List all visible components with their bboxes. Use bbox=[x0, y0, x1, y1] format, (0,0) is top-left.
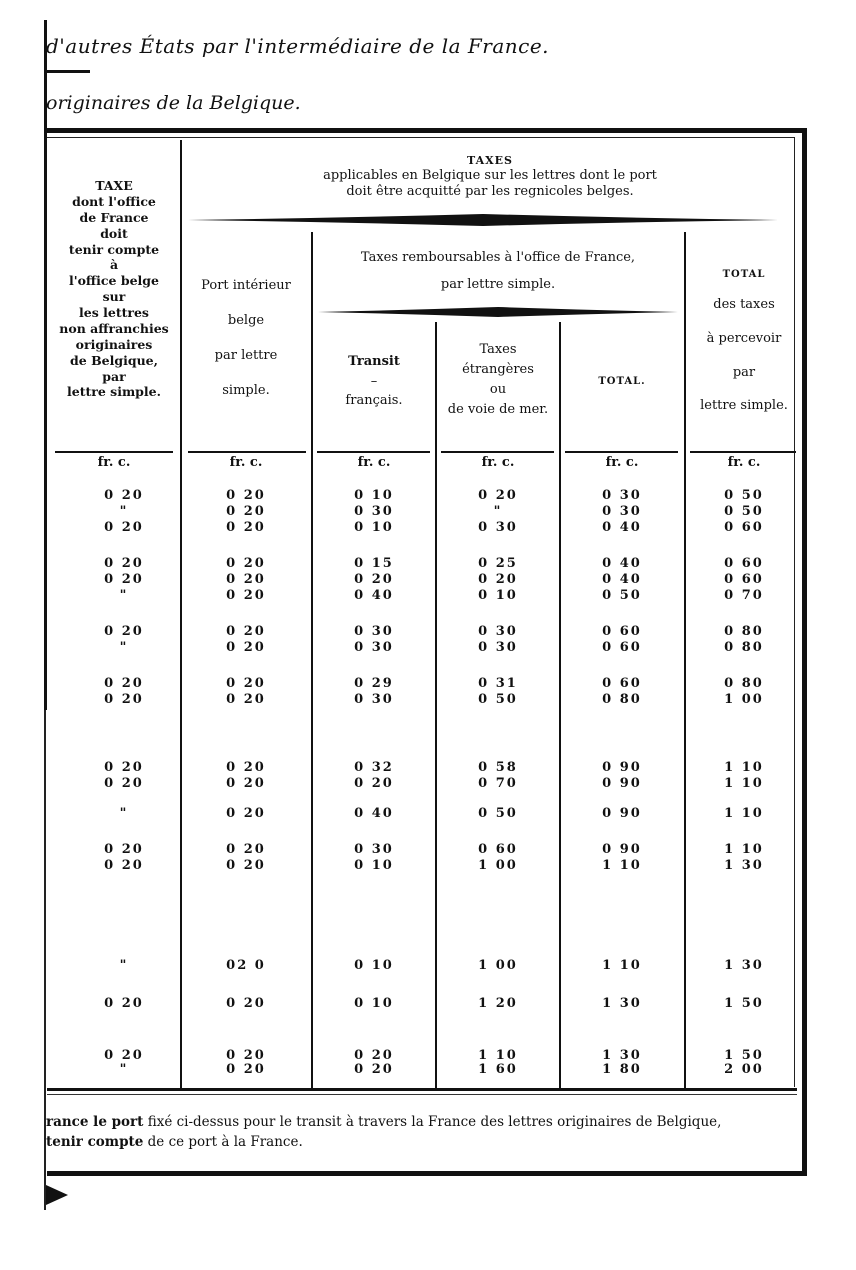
col1-header-line: originaires bbox=[75, 336, 153, 352]
table-cell-c6: 0 80 bbox=[724, 676, 764, 691]
col1-header-line: les lettres bbox=[79, 305, 149, 320]
table-cell-c2: 0 20 bbox=[226, 588, 266, 603]
col1-header-line: TAXE bbox=[95, 178, 133, 193]
table-cell-c2: 0 20 bbox=[226, 556, 266, 571]
table-cell-c3: 0 10 bbox=[354, 858, 394, 873]
table-cell-c2: 0 20 bbox=[226, 640, 266, 655]
table-cell-c4: 0 30 bbox=[478, 624, 518, 639]
table-bottom-rule bbox=[47, 1088, 797, 1091]
table-cell-c2: 0 20 bbox=[226, 858, 266, 873]
table-cell-c3: 0 20 bbox=[354, 572, 394, 587]
units-label: fr. c. bbox=[97, 455, 131, 470]
table-cell-c5: 0 90 bbox=[602, 760, 642, 775]
subgroup-header bbox=[313, 244, 683, 299]
table-cell-c3: 0 20 bbox=[354, 1062, 394, 1077]
table-cell-c1: 0 20 bbox=[104, 488, 144, 503]
table-cell-c3: 0 30 bbox=[354, 692, 394, 707]
table-cell-c1: 0 20 bbox=[104, 760, 144, 775]
col5-header: TOTAL. bbox=[598, 376, 646, 387]
table-cell-c5: 1 10 bbox=[602, 958, 642, 973]
table-cell-c2: 0 20 bbox=[226, 488, 266, 503]
footnote-line-2 bbox=[46, 1133, 721, 1153]
col1-header-line: de Belgique, bbox=[70, 352, 158, 368]
col6-header-line: des taxes bbox=[713, 297, 775, 312]
col2-header bbox=[182, 268, 310, 408]
table-cell-c5: 0 60 bbox=[602, 676, 642, 691]
col6-header-line: lettre simple. bbox=[700, 398, 788, 414]
table-cell-c4: 1 10 bbox=[478, 1048, 518, 1063]
table-cell-c2: 0 20 bbox=[226, 760, 266, 775]
table-cell-c5: 0 90 bbox=[602, 842, 642, 857]
table-cell-c6: 1 10 bbox=[724, 776, 764, 791]
table-cell-c3: 0 30 bbox=[354, 504, 394, 519]
col2-header-line: par lettre bbox=[214, 348, 278, 364]
table-cell-c3: 0 20 bbox=[354, 776, 394, 791]
table-cell-c3: 0 30 bbox=[354, 624, 394, 639]
table-cell-c4: 0 50 bbox=[478, 806, 518, 821]
col1-header-line: à bbox=[109, 257, 119, 273]
col1-header-line: l'office belge bbox=[69, 273, 159, 289]
table-cell-c3: 0 10 bbox=[354, 488, 394, 503]
table-cell-c4: 0 30 bbox=[478, 520, 518, 535]
group-header bbox=[290, 154, 690, 200]
col1-header-line: doit bbox=[100, 225, 128, 241]
table-cell-c2: 0 20 bbox=[226, 676, 266, 691]
table-cell-c2: 0 20 bbox=[226, 692, 266, 707]
table-cell-c4: 1 20 bbox=[478, 996, 518, 1011]
table-cell-c2: 0 20 bbox=[226, 520, 266, 535]
table-cell-c1: 0 20 bbox=[104, 676, 144, 691]
table-cell-c5: 0 30 bbox=[602, 504, 642, 519]
table-cell-c4: 1 00 bbox=[478, 858, 518, 873]
table-cell-c4: 0 31 bbox=[478, 676, 518, 691]
col1-header-line: sur bbox=[102, 289, 126, 305]
col6-header-line: par bbox=[732, 364, 756, 380]
subgroup-header-line: par lettre simple. bbox=[440, 277, 556, 293]
table-cell-c4: 0 58 bbox=[478, 760, 518, 775]
table-cell-c3: 0 29 bbox=[354, 676, 394, 691]
table-cell-c6: 0 60 bbox=[724, 556, 764, 571]
table-cell-c3: 0 40 bbox=[354, 588, 394, 603]
table-cell-c5: 0 50 bbox=[602, 588, 642, 603]
table-cell-c6: 0 60 bbox=[724, 572, 764, 587]
header-rule bbox=[690, 451, 796, 453]
table-cell-c6: 1 00 bbox=[724, 692, 764, 707]
subgroup-header-line: Taxes remboursables à l'office de France, bbox=[360, 250, 636, 265]
table-cell-c5: 1 30 bbox=[602, 996, 642, 1011]
table-cell-c6: 1 30 bbox=[724, 958, 764, 973]
units-label: fr. c. bbox=[229, 455, 263, 470]
table-cell-c5: 0 60 bbox=[602, 624, 642, 639]
units-label: fr. c. bbox=[481, 455, 515, 470]
table-cell-c3: 0 30 bbox=[354, 640, 394, 655]
footnote bbox=[46, 1113, 721, 1152]
header-rule bbox=[441, 451, 554, 453]
table-cell-c4: 0 30 bbox=[478, 640, 518, 655]
table-cell-c5: 0 80 bbox=[602, 692, 642, 707]
table-cell-c6: 1 10 bbox=[724, 842, 764, 857]
table-cell-c2: 0 20 bbox=[226, 996, 266, 1011]
table-cell-c2: 02 0 bbox=[226, 958, 266, 973]
table-cell-c6: 0 80 bbox=[724, 624, 764, 639]
col3-header bbox=[313, 352, 435, 411]
table-cell-c1: 0 20 bbox=[104, 776, 144, 791]
table-cell-c4: 0 50 bbox=[478, 692, 518, 707]
footnote-emphasis: tenir compte bbox=[46, 1133, 144, 1150]
header-rule bbox=[565, 451, 678, 453]
table-cell-c6: 0 50 bbox=[724, 504, 764, 519]
group-header-line: applicables en Belgique sur les lettres dont le port bbox=[323, 167, 657, 183]
table-cell-c5: 0 40 bbox=[602, 520, 642, 535]
footnote-text: fixé ci-dessus pour le transit à travers la France des lettres originaires de Belgique, bbox=[143, 1114, 722, 1130]
table-cell-c6: 0 80 bbox=[724, 640, 764, 655]
running-head-rule bbox=[46, 70, 90, 73]
col1-header-line: non affranchies bbox=[59, 320, 169, 336]
col3-header-line: – bbox=[370, 373, 378, 389]
table-cell-c6: 1 30 bbox=[724, 858, 764, 873]
col4-header-line: Taxes bbox=[479, 342, 517, 357]
table-cell-c2: 0 20 bbox=[226, 624, 266, 639]
table-cell-c1: 0 20 bbox=[104, 1048, 144, 1063]
table-cell-c4: 0 70 bbox=[478, 776, 518, 791]
subgroup-header-swash bbox=[318, 304, 678, 320]
table-cell-c1: 0 20 bbox=[104, 996, 144, 1011]
running-head: d'autres États par l'intermédiaire de la France. bbox=[46, 34, 550, 58]
table-cell-c6: 0 70 bbox=[724, 588, 764, 603]
table-cell-c6: 1 10 bbox=[724, 760, 764, 775]
header-rule bbox=[317, 451, 430, 453]
table-cell-c2: 0 20 bbox=[226, 504, 266, 519]
col1-header-line: dont l'office bbox=[72, 193, 156, 209]
section-title: originaires de la Belgique. bbox=[46, 92, 301, 114]
table-cell-c6: 2 00 bbox=[724, 1062, 764, 1077]
units-label: fr. c. bbox=[357, 455, 391, 470]
table-cell-c1: 0 20 bbox=[104, 520, 144, 535]
table-cell-c4: 0 25 bbox=[478, 556, 518, 571]
table-cell-c1: " bbox=[119, 640, 129, 655]
footnote-line-1 bbox=[46, 1113, 721, 1133]
table-cell-c6: 0 60 bbox=[724, 520, 764, 535]
table-cell-c3: 0 32 bbox=[354, 760, 394, 775]
table-cell-c2: 0 20 bbox=[226, 1062, 266, 1077]
table-bottom-rule-thin bbox=[47, 1094, 797, 1095]
table-cell-c5: 0 40 bbox=[602, 572, 642, 587]
table-cell-c4: 0 20 bbox=[478, 488, 518, 503]
units-label: fr. c. bbox=[727, 455, 761, 470]
col4-header-line: de voie de mer. bbox=[447, 402, 549, 418]
table-cell-c2: 0 20 bbox=[226, 776, 266, 791]
table-cell-c5: 0 60 bbox=[602, 640, 642, 655]
table-cell-c1: " bbox=[119, 1062, 129, 1077]
group-header-line: doit être acquitté par les regnicoles belges. bbox=[346, 184, 634, 199]
col1-header-line: lettre simple. bbox=[67, 384, 161, 400]
table-cell-c3: 0 10 bbox=[354, 520, 394, 535]
col2-header-line: simple. bbox=[222, 383, 270, 399]
table-cell-c2: 0 20 bbox=[226, 806, 266, 821]
group-header-title: TAXES bbox=[467, 154, 513, 167]
col4-header-line: étrangères bbox=[462, 362, 534, 378]
col6-header bbox=[686, 262, 802, 423]
table-cell-c5: 0 90 bbox=[602, 776, 642, 791]
table-cell-c5: 1 10 bbox=[602, 858, 642, 873]
table-cell-c2: 0 20 bbox=[226, 842, 266, 857]
table-cell-c1: " bbox=[119, 588, 129, 603]
table-cell-c4: 0 10 bbox=[478, 588, 518, 603]
table-cell-c5: 0 40 bbox=[602, 556, 642, 571]
page-corner-mark bbox=[46, 1185, 68, 1205]
table-cell-c3: 0 20 bbox=[354, 1048, 394, 1063]
table-cell-c5: 0 90 bbox=[602, 806, 642, 821]
table-cell-c5: 0 30 bbox=[602, 488, 642, 503]
table-cell-c6: 0 50 bbox=[724, 488, 764, 503]
col4-header bbox=[437, 340, 559, 421]
col6-header-line: TOTAL bbox=[722, 269, 766, 280]
col1-header bbox=[48, 178, 180, 400]
table-cell-c4: " bbox=[493, 504, 503, 519]
col4-header-line: ou bbox=[489, 382, 507, 398]
table-cell-c1: 0 20 bbox=[104, 556, 144, 571]
table-cell-c4: 0 60 bbox=[478, 842, 518, 857]
col2-header-line: Port intérieur bbox=[201, 278, 291, 293]
table-cell-c6: 1 50 bbox=[724, 1048, 764, 1063]
col3-header-line: Transit bbox=[348, 354, 400, 369]
table-cell-c3: 0 40 bbox=[354, 806, 394, 821]
table-cell-c5: 1 30 bbox=[602, 1048, 642, 1063]
table-cell-c5: 1 80 bbox=[602, 1062, 642, 1077]
table-cell-c3: 0 15 bbox=[354, 556, 394, 571]
table-cell-c1: " bbox=[119, 806, 129, 821]
col3-header-line: français. bbox=[345, 393, 403, 408]
table-cell-c3: 0 30 bbox=[354, 842, 394, 857]
table-cell-c1: 0 20 bbox=[104, 572, 144, 587]
table-cell-c1: " bbox=[119, 958, 129, 973]
table-cell-c1: 0 20 bbox=[104, 692, 144, 707]
table-cell-c2: 0 20 bbox=[226, 1048, 266, 1063]
table-cell-c1: 0 20 bbox=[104, 624, 144, 639]
table-cell-c3: 0 10 bbox=[354, 958, 394, 973]
header-rule bbox=[55, 451, 173, 453]
table-cell-c6: 1 50 bbox=[724, 996, 764, 1011]
table-cell-c4: 1 60 bbox=[478, 1062, 518, 1077]
footnote-text: de ce port à la France. bbox=[143, 1133, 303, 1150]
table-cell-c6: 1 10 bbox=[724, 806, 764, 821]
table-cell-c2: 0 20 bbox=[226, 572, 266, 587]
header-rule bbox=[188, 451, 306, 453]
table-cell-c4: 1 00 bbox=[478, 958, 518, 973]
table-cell-c3: 0 10 bbox=[354, 996, 394, 1011]
footnote-emphasis: rance le port bbox=[46, 1114, 144, 1130]
col1-header-line: de France bbox=[79, 209, 149, 225]
table-cell-c1: " bbox=[119, 504, 129, 519]
col1-header-line: tenir compte bbox=[68, 241, 160, 257]
table-cell-c4: 0 20 bbox=[478, 572, 518, 587]
group-header-swash bbox=[188, 210, 778, 230]
table-cell-c1: 0 20 bbox=[104, 858, 144, 873]
units-label: fr. c. bbox=[605, 455, 639, 470]
col1-header-line: par bbox=[102, 368, 126, 384]
col2-header-line: belge bbox=[227, 313, 265, 329]
col6-header-line: à percevoir bbox=[706, 330, 782, 346]
table-cell-c1: 0 20 bbox=[104, 842, 144, 857]
